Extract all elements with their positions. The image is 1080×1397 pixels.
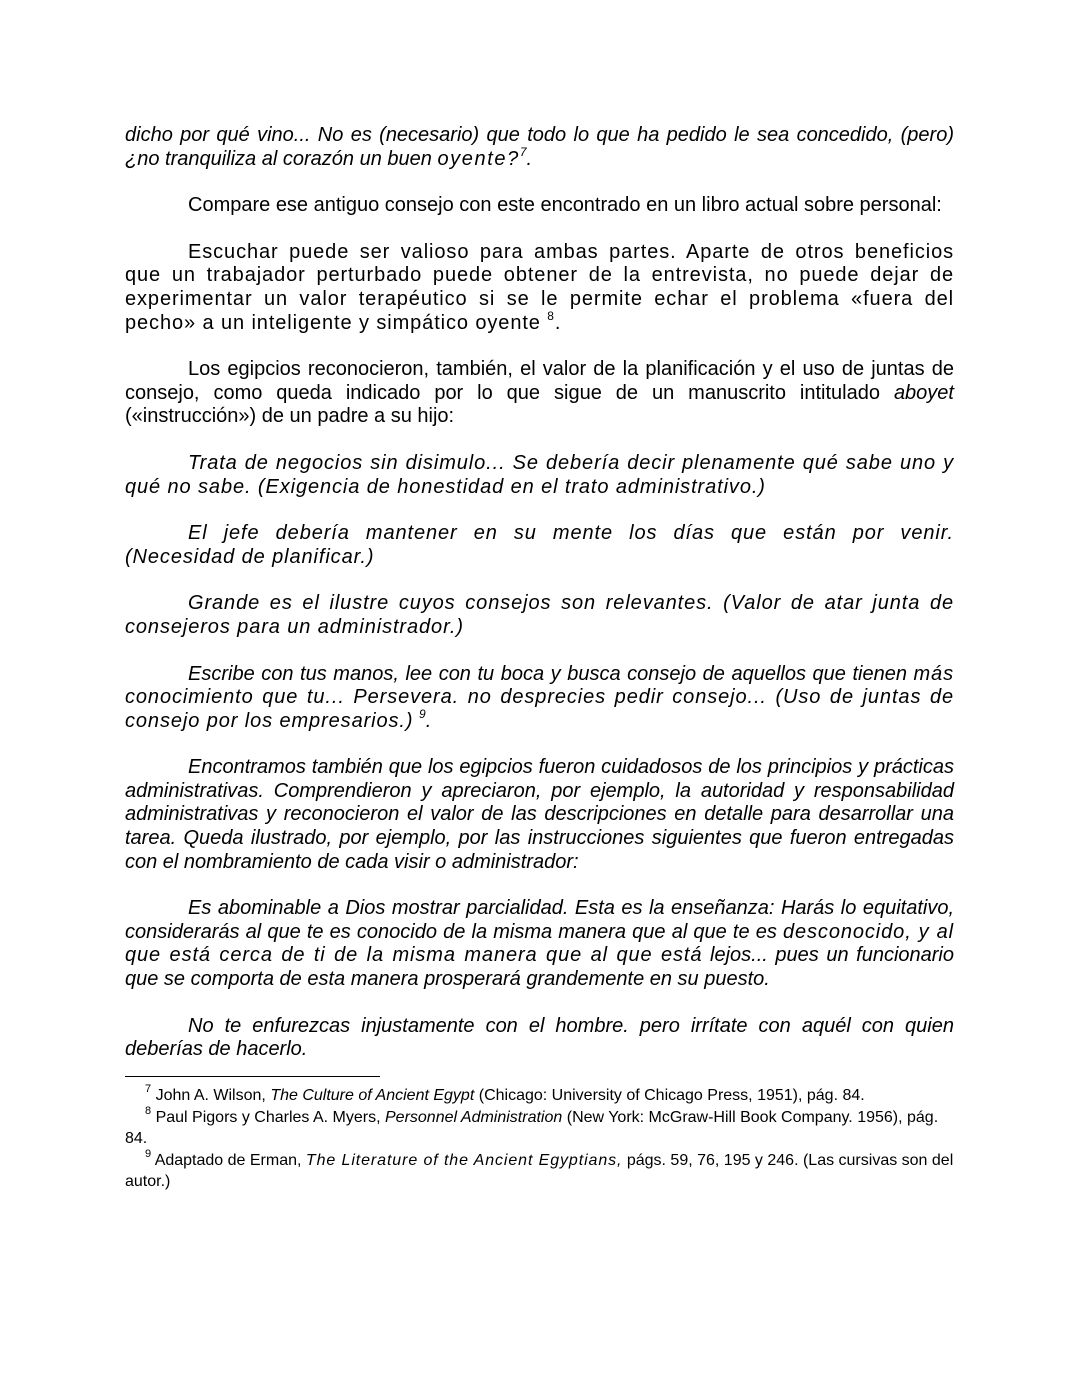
footnote-ref-7: 7 xyxy=(519,144,527,159)
document-page xyxy=(125,124,954,1192)
footnote-divider xyxy=(125,1076,380,1077)
footnote-9: $^9$ Adaptado de Erman, The Literature of the Ancient Egyptians, págs. 59, 76, 195 y 246. (Las cursivas son del autor.) xyxy=(125,1147,954,1190)
paragraph-5-quote: Trata de negocios sin disimulo... Se debería decir plenamente qué sabe uno y qué no sabe. (Exigencia de honestidad en el trato administrativo.) xyxy=(125,451,954,498)
paragraph-8-quote: Escribe con tus manos, lee con tu boca y busca consejo de aquellos que tienen más conocimiento que tu... Persevera. no desprecies pedir consejo... (Uso de juntas de consejo por los empresarios.) $^9$. xyxy=(125,662,954,732)
paragraph-4: Los egipcios reconocieron, también, el valor de la planificación y el uso de juntas de consejo, como queda indicado por lo que sigue de un manuscrito intitulado aboyet («instrucción») de un padre a su hijo: xyxy=(125,358,954,428)
footnote-ref-9: 9 xyxy=(419,706,426,721)
paragraph-11-quote: No te enfurezcas injustamente con el hombre. pero irrítate con aquél con quien deberías de hacerlo. xyxy=(125,1014,954,1061)
paragraph-1-quote-end: dicho por qué vino... No es (necesario) que todo lo que ha pedido le sea concedido, (pero) ¿no tranquiliza al corazón un buen oyente?$^7$. xyxy=(125,124,954,170)
footnote-7: $^7$ John A. Wilson, The Culture of Ancient Egypt (Chicago: University of Chicago Press, 1951), pág. 84. xyxy=(145,1082,865,1104)
paragraph-7-quote: Grande es el ilustre cuyos consejos son relevantes. (Valor de atar junta de consejeros para un administrador.) xyxy=(125,592,954,638)
footnote-8: $^8$ Paul Pigors y Charles A. Myers, Personnel Administration (New York: McGraw-Hill Book Company. 1956), pág. 84. xyxy=(125,1104,939,1147)
paragraph-9: Encontramos también que los egipcios fueron cuidadosos de los principios y prácticas administrativas. Comprendieron y apreciaron, por ejemplo, la autoridad y responsabilidad administrativas y reconocieron el valor de las descripciones en detalle para desarrollar una tarea. Queda ilustrado, por ejemplo, por las instrucciones siguientes que fueron entregadas con el nombramiento de cada visir o administrador: xyxy=(125,756,954,873)
paragraph-6-quote: El jefe debería mantener en su mente los días que están por venir. (Necesidad de planificar.) xyxy=(125,522,954,568)
paragraph-3-quote: Escuchar puede ser valioso para ambas partes. Aparte de otros beneficios que un trabajador perturbado puede obtener de la entrevista, no puede dejar de experimentar un valor terapéutico si se le permite echar el problema «fuera del pecho» a un inteligente y simpático oyente $^8$. xyxy=(125,240,954,334)
footnote-ref-8: 8 xyxy=(547,308,555,323)
paragraph-2: Compare ese antiguo consejo con este encontrado en un libro actual sobre personal: xyxy=(188,194,942,217)
paragraph-10-quote: Es abominable a Dios mostrar parcialidad. Esta es la enseñanza: Harás lo equitativo, considerarás al que te es conocido de la misma manera que al que te es desconocido, y al que está cerca de ti de la misma manera que al que está lejos... pues un funcionario que se comporta de esta manera prosperará grandemente en su puesto. xyxy=(125,897,954,991)
